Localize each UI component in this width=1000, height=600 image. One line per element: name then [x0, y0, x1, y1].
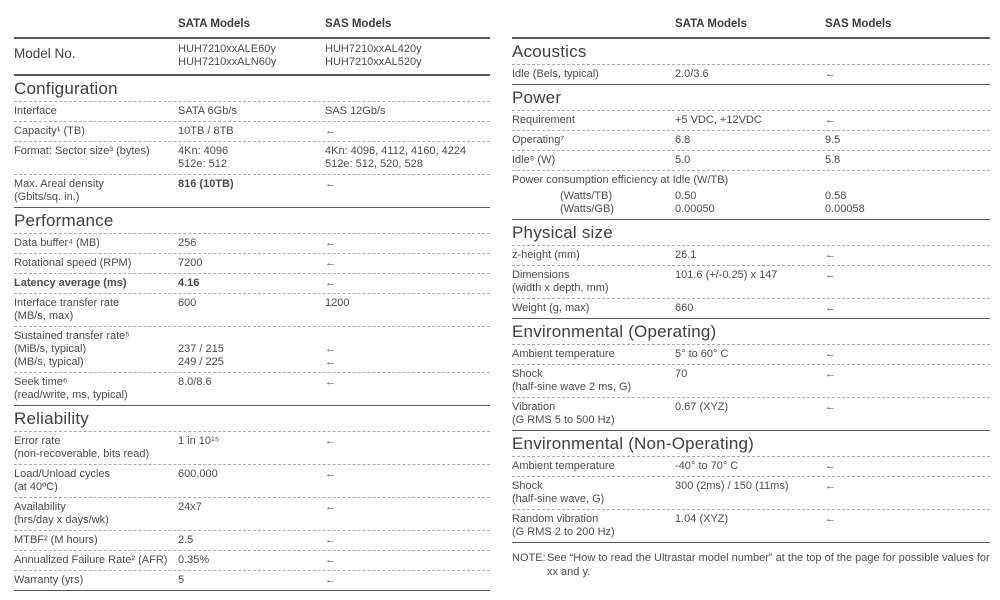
text-line: (non-recoverable, bits read) [14, 448, 150, 460]
sas-value [825, 154, 990, 167]
sas-value [325, 468, 490, 494]
text-line: 8.0/8.6 [178, 376, 212, 388]
left-arrow-icon: ← [325, 435, 336, 447]
text-line: Shock [512, 368, 543, 380]
sata-value [675, 368, 825, 394]
text-line: (hrs/day x days/wk) [14, 514, 109, 526]
left-arrow-icon: ← [825, 269, 836, 281]
sas-value [825, 190, 990, 216]
text-line: Interface transfer rate [14, 297, 120, 309]
text-line: (half-sine wave, G) [512, 493, 605, 505]
row-label [14, 376, 178, 402]
text-line: 5 [178, 574, 185, 586]
note-text: See “How to read the Ultrastar model number” at the top of the page for possible values for xx and y. [547, 552, 990, 578]
text-line: 0.67 (XYZ) [675, 401, 729, 413]
text-line: 249 / 225 [178, 356, 224, 368]
left-arrow-icon: ← [825, 302, 836, 314]
row-label [512, 190, 675, 216]
text-line: 70 [675, 368, 688, 380]
model-no-sas-values [325, 43, 490, 69]
text-line: Random vibration [512, 513, 599, 525]
sata-value [178, 501, 325, 527]
text-line: 5.8 [825, 154, 841, 166]
sata-value [178, 257, 325, 270]
text-line: HUH7210xxAL420y [325, 43, 422, 55]
left-arrow-icon: ← [325, 237, 336, 249]
sata-value [178, 574, 325, 587]
sata-value [675, 302, 825, 315]
sas-value [325, 237, 490, 250]
row-label [14, 501, 178, 527]
sas-value [325, 297, 490, 323]
text-line [178, 330, 319, 343]
text-line [325, 330, 490, 343]
right-column [512, 18, 990, 591]
text-line: SATA 6Gb/s [178, 105, 237, 117]
row-label [14, 105, 178, 118]
text-line: MTBF² (M hours) [14, 534, 98, 546]
text-line: 1.04 (XYZ) [675, 513, 729, 525]
sas-value [325, 125, 490, 138]
sas-value [325, 145, 490, 171]
sas-value [325, 501, 490, 527]
row-label [14, 330, 178, 369]
header-spacer [14, 18, 178, 31]
row-label [512, 302, 675, 315]
sata-value [178, 125, 325, 138]
text-line: 512e: 512 [178, 158, 227, 170]
left-arrow-icon: ← [325, 554, 336, 566]
text-line: -40° to 70° C [675, 460, 739, 472]
sas-value [825, 513, 990, 539]
sata-value [675, 249, 825, 262]
text-line: Error rate [14, 435, 61, 447]
text-line: Sustained transfer rate⁵ [14, 330, 130, 342]
text-line: (half-sine wave 2 ms, G) [512, 381, 632, 393]
row-label [512, 513, 675, 539]
spec-row [14, 175, 490, 208]
text-line: (at 40ºC) [14, 481, 58, 493]
left-arrow-icon: ← [325, 178, 336, 190]
sas-value [325, 178, 490, 204]
text-line: 660 [675, 302, 694, 314]
sas-value [325, 554, 490, 567]
sas-value [825, 134, 990, 147]
column-header-sata-models: SATA Models [675, 18, 747, 30]
row-label [512, 269, 675, 295]
text-line: +5 VDC, +12VDC [675, 114, 762, 126]
column-header-sas-models: SAS Models [825, 18, 892, 30]
text-line: Latency average (ms) [14, 277, 127, 289]
text-line: Max. Areal density [14, 178, 104, 190]
left-spec-table [14, 18, 490, 591]
spec-row [14, 571, 490, 591]
spec-row [512, 111, 990, 131]
section-title: Power [512, 85, 990, 111]
row-label [512, 348, 675, 361]
left-arrow-icon: ← [825, 368, 836, 380]
sata-value [178, 145, 325, 171]
text-line: (Watts/TB) [560, 190, 613, 202]
row-label [512, 401, 675, 427]
text-line: 101.6 (+/-0.25) x 147 [675, 269, 778, 281]
sata-value [675, 190, 825, 216]
text-line: 5° to 60° C [675, 348, 729, 360]
text-line: (read/write, ms, typical) [14, 389, 128, 401]
sata-value [178, 297, 325, 323]
left-arrow-icon: ← [825, 460, 836, 472]
section-title: Acoustics [512, 39, 990, 65]
section-title: Physical size [512, 220, 990, 246]
left-arrow-icon: ← [325, 277, 336, 289]
text-line: Operating⁷ [512, 134, 565, 146]
left-arrow-icon: ← [325, 125, 336, 137]
text-line: (Gbits/sq. in.) [14, 191, 80, 203]
text-line: 4Kn: 4096, 4112, 4160, 4224 [325, 145, 467, 157]
spec-row [512, 246, 990, 266]
spec-row [512, 345, 990, 365]
text-line: 5.0 [675, 154, 691, 166]
left-arrow-icon: ← [325, 534, 336, 546]
sata-value [675, 348, 825, 361]
right-spec-table [512, 18, 990, 543]
spec-row [512, 365, 990, 398]
sas-value [825, 401, 990, 427]
left-arrow-icon: ← [825, 114, 836, 126]
spec-row [512, 299, 990, 319]
sata-value [675, 480, 825, 506]
text-line: Ambient temperature [512, 348, 615, 360]
column-header-row [512, 18, 990, 39]
text-line: Weight (g, max) [512, 302, 590, 314]
sata-value [178, 277, 325, 290]
text-line: Requirement [512, 114, 575, 126]
column-header-sas-models: SAS Models [325, 18, 392, 30]
row-label [14, 574, 178, 587]
left-arrow-icon: ← [825, 480, 836, 492]
left-arrow-icon: ← [825, 401, 836, 413]
text-line: Format: Sector size³ (bytes) [14, 145, 150, 157]
spec-row [512, 171, 990, 220]
spec-row [512, 131, 990, 151]
text-line: 6.8 [675, 134, 691, 146]
sas-value [825, 114, 990, 127]
spec-row [512, 266, 990, 299]
model-no-sata-values [178, 43, 325, 69]
spec-row [14, 274, 490, 294]
text-line: 816 (10TB) [178, 178, 234, 190]
row-label [512, 154, 675, 167]
spec-row [14, 102, 490, 122]
sata-value [675, 68, 825, 81]
row-full-label: Power consumption efficiency at Idle (W/TB) [512, 174, 729, 186]
spec-row [14, 294, 490, 327]
sata-value [675, 134, 825, 147]
spec-row [14, 142, 490, 175]
row-label [512, 134, 675, 147]
sas-value [825, 302, 990, 315]
sata-value [178, 468, 325, 494]
sata-value [178, 105, 325, 118]
left-arrow-icon: ← [325, 257, 336, 269]
spec-row [14, 432, 490, 465]
row-label [14, 277, 178, 290]
text-line: Data buffer⁴ (MB) [14, 237, 100, 249]
text-line: 600 [178, 297, 197, 309]
sata-value [675, 460, 825, 473]
row-label [14, 237, 178, 250]
text-line: Interface [14, 105, 57, 117]
text-line: 26.1 [675, 249, 697, 261]
text-line: 24x7 [178, 501, 202, 513]
text-line: (G RMS 2 to 200 Hz) [512, 526, 615, 538]
text-line: 7200 [178, 257, 203, 269]
left-arrow-icon: ← [325, 356, 336, 368]
text-line: HUH7210xxALN60y [178, 56, 277, 68]
text-line: Idle⁸ (W) [512, 154, 556, 166]
left-arrow-icon: ← [325, 501, 336, 513]
row-label [14, 125, 178, 138]
sata-value [178, 376, 325, 402]
row-label [512, 114, 675, 127]
header-spacer [512, 18, 675, 31]
footnote [512, 551, 990, 579]
section-title: Performance [14, 208, 490, 234]
spec-row [512, 151, 990, 171]
column-header-row [14, 18, 490, 39]
text-line: 0.58 [825, 190, 847, 202]
text-line: 0.35% [178, 554, 210, 566]
sas-value [325, 330, 490, 369]
spec-row [512, 65, 990, 85]
text-line: HUH7210xxAL520y [325, 56, 422, 68]
column-header-sata-models: SATA Models [178, 18, 250, 30]
section-title: Environmental (Operating) [512, 319, 990, 345]
text-line: 0.00058 [825, 203, 865, 215]
text-line: 2.5 [178, 534, 194, 546]
text-line: Shock [512, 480, 543, 492]
text-line: Availability [14, 501, 66, 513]
row-label [512, 480, 675, 506]
left-arrow-icon: ← [825, 513, 836, 525]
sata-value [178, 534, 325, 547]
row-label [512, 249, 675, 262]
spec-subrow [512, 188, 990, 216]
sas-value [325, 105, 490, 118]
left-arrow-icon: ← [325, 376, 336, 388]
text-line: 600,000 [178, 468, 218, 480]
spec-row [512, 477, 990, 510]
sata-value [178, 330, 325, 369]
text-line: Dimensions [512, 269, 570, 281]
left-arrow-icon: ← [825, 348, 836, 360]
text-line: (MB/s, typical) [14, 356, 84, 368]
spec-row [14, 551, 490, 571]
text-line: 256 [178, 237, 197, 249]
text-line: Load/Unload cycles [14, 468, 111, 480]
text-line: (MiB/s, typical) [14, 343, 87, 355]
text-line: 1 in 10¹⁵ [178, 435, 220, 447]
spec-row [512, 398, 990, 431]
text-line: 1200 [325, 297, 350, 309]
text-line: 0.00050 [675, 203, 715, 215]
sata-value [178, 554, 325, 567]
text-line: 237 / 215 [178, 343, 224, 355]
sas-value [325, 376, 490, 402]
text-line: 300 (2ms) / 150 (11ms) [675, 480, 789, 492]
text-line: Rotational speed (RPM) [14, 257, 132, 269]
sata-value [178, 178, 325, 204]
row-label [512, 68, 675, 81]
left-arrow-icon: ← [325, 574, 336, 586]
sata-value [675, 269, 825, 295]
row-label [14, 297, 178, 323]
text-line: HUH7210xxALE60y [178, 43, 276, 55]
spec-row [14, 498, 490, 531]
spec-row [14, 234, 490, 254]
text-line: SAS 12Gb/s [325, 105, 386, 117]
text-line: 9.5 [825, 134, 841, 146]
model-no-label: Model No. [14, 46, 76, 61]
sas-value [325, 257, 490, 270]
sata-value [675, 114, 825, 127]
row-label [512, 460, 675, 473]
row-label [512, 368, 675, 394]
sas-value [825, 368, 990, 394]
spec-row [14, 373, 490, 406]
sata-value [178, 237, 325, 250]
left-arrow-icon: ← [825, 68, 836, 80]
row-label [14, 468, 178, 494]
sata-value [178, 435, 325, 461]
text-line: Annualized Failure Rate² (AFR) [14, 554, 168, 566]
text-line: (MB/s, max) [14, 310, 74, 322]
sas-value [325, 534, 490, 547]
sas-value [325, 277, 490, 290]
row-label [14, 145, 178, 171]
row-label [14, 435, 178, 461]
model-number-row [14, 39, 490, 76]
text-line: Seek time⁶ [14, 376, 68, 388]
section-title: Configuration [14, 76, 490, 102]
text-line: Capacity¹ (TB) [14, 125, 85, 137]
spec-row [14, 254, 490, 274]
sas-value [825, 348, 990, 361]
text-line: Idle (Bels, typical) [512, 68, 599, 80]
row-label [14, 554, 178, 567]
text-line: (G RMS 5 to 500 Hz) [512, 414, 615, 426]
sas-value [825, 460, 990, 473]
spec-row [512, 510, 990, 543]
spec-row [14, 327, 490, 373]
text-line: z-height (mm) [512, 249, 580, 261]
spec-row [14, 465, 490, 498]
left-arrow-icon: ← [325, 343, 336, 355]
text-line: Vibration [512, 401, 556, 413]
spec-row [512, 457, 990, 477]
text-line: Warranty (yrs) [14, 574, 84, 586]
sas-value [325, 435, 490, 461]
spec-row [14, 122, 490, 142]
left-arrow-icon: ← [325, 468, 336, 480]
text-line: (Watts/GB) [560, 203, 614, 215]
text-line: 2.0/3.6 [675, 68, 709, 80]
text-line: 10TB / 8TB [178, 125, 234, 137]
sas-value [825, 269, 990, 295]
text-line: 512e: 512, 520, 528 [325, 158, 423, 170]
row-label [14, 257, 178, 270]
sas-value [825, 480, 990, 506]
sas-value [325, 574, 490, 587]
row-label [14, 534, 178, 547]
text-line: Ambient temperature [512, 460, 615, 472]
text-line: 4.16 [178, 277, 200, 289]
section-title: Environmental (Non-Operating) [512, 431, 990, 457]
text-line: 4Kn: 4096 [178, 145, 229, 157]
text-line: 0.50 [675, 190, 697, 202]
note-label: NOTE: [512, 552, 546, 564]
section-title: Reliability [14, 406, 490, 432]
left-arrow-icon: ← [825, 249, 836, 261]
text-line: (width x depth, mm) [512, 282, 609, 294]
spec-row [14, 531, 490, 551]
row-label [14, 178, 178, 204]
sas-value [825, 249, 990, 262]
sata-value [675, 401, 825, 427]
sata-value [675, 513, 825, 539]
sas-value [825, 68, 990, 81]
sata-value [675, 154, 825, 167]
